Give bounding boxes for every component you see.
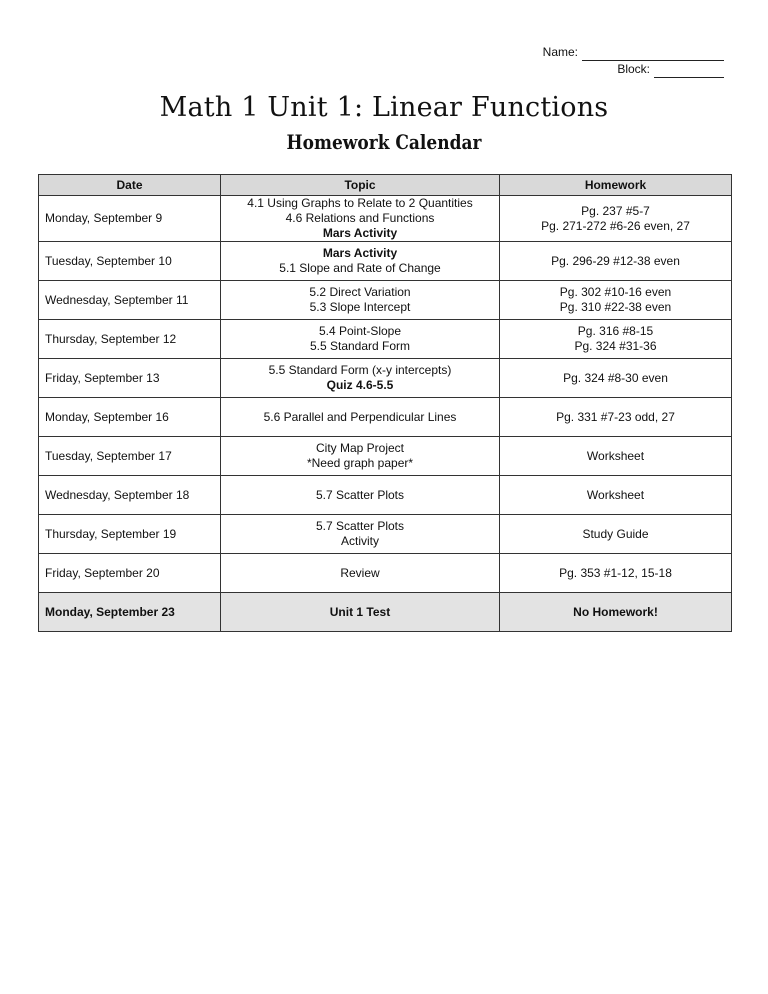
homework-line: No Homework! xyxy=(573,604,658,619)
date-cell: Monday, September 9 xyxy=(39,196,221,242)
name-block xyxy=(543,44,724,78)
homework-line: Pg. 324 #31-36 xyxy=(574,339,657,353)
topic-cell xyxy=(221,320,500,359)
page-subtitle: Homework Calendar xyxy=(286,130,482,154)
topic-line: City Map Project xyxy=(315,441,405,455)
topic-line: 5.2 Direct Variation xyxy=(309,285,411,299)
topic-line: *Need graph paper* xyxy=(306,456,414,470)
table-row xyxy=(39,359,732,398)
date-cell: Tuesday, September 17 xyxy=(39,437,221,476)
homework-cell xyxy=(500,554,732,593)
homework-line: Pg. 296-29 #12-38 even xyxy=(551,253,680,268)
topic-cell xyxy=(221,593,500,632)
homework-cell xyxy=(500,242,732,281)
homework-line: Pg. 353 #1-12, 15-18 xyxy=(559,565,672,580)
homework-line: Pg. 316 #8-15 xyxy=(577,324,654,338)
homework-line: Study Guide xyxy=(582,526,649,541)
topic-line: Mars Activity xyxy=(322,246,398,260)
table-row xyxy=(39,242,732,281)
homework-calendar-table xyxy=(38,174,732,632)
column-header-homework: Homework xyxy=(500,175,732,196)
topic-cell xyxy=(221,242,500,281)
homework-line: Pg. 310 #22-38 even xyxy=(559,300,672,314)
date-cell: Tuesday, September 10 xyxy=(39,242,221,281)
table-row-test-day xyxy=(39,593,732,632)
table-row xyxy=(39,515,732,554)
homework-line: Pg. 331 #7-23 odd, 27 xyxy=(556,409,675,424)
homework-cell xyxy=(500,398,732,437)
column-header-date: Date xyxy=(39,175,221,196)
date-cell: Wednesday, September 18 xyxy=(39,476,221,515)
homework-line: Worksheet xyxy=(586,448,645,463)
name-label: Name: xyxy=(542,45,578,59)
date-cell: Monday, September 23 xyxy=(39,593,221,632)
topic-cell xyxy=(221,476,500,515)
topic-line: Quiz 4.6-5.5 xyxy=(326,378,394,392)
topic-cell xyxy=(221,196,500,242)
homework-cell xyxy=(500,320,732,359)
topic-cell xyxy=(221,554,500,593)
homework-line: Pg. 237 #5-7 xyxy=(581,203,650,218)
homework-cell xyxy=(500,437,732,476)
topic-line: Review xyxy=(340,565,380,580)
block-line xyxy=(543,61,724,78)
topic-line: Mars Activity xyxy=(322,226,398,240)
homework-line: Pg. 271-272 #6-26 even, 27 xyxy=(541,218,690,233)
table-row xyxy=(39,437,732,476)
homework-cell xyxy=(500,281,732,320)
homework-cell xyxy=(500,196,732,242)
topic-line: 5.4 Point-Slope xyxy=(318,324,402,338)
date-cell: Wednesday, September 11 xyxy=(39,281,221,320)
topic-line: 5.3 Slope Intercept xyxy=(309,300,411,314)
homework-line: Worksheet xyxy=(586,487,645,502)
homework-cell xyxy=(500,593,732,632)
topic-cell xyxy=(221,359,500,398)
topic-line: Activity xyxy=(340,534,379,548)
table-row xyxy=(39,476,732,515)
name-line xyxy=(543,44,724,61)
date-cell: Thursday, September 12 xyxy=(39,320,221,359)
topic-line: 4.1 Using Graphs to Relate to 2 Quantities xyxy=(247,196,473,210)
homework-line: Pg. 324 #8-30 even xyxy=(563,370,668,385)
homework-cell xyxy=(500,476,732,515)
date-cell: Friday, September 13 xyxy=(39,359,221,398)
date-cell: Monday, September 16 xyxy=(39,398,221,437)
topic-cell xyxy=(221,281,500,320)
topic-line: 4.6 Relations and Functions xyxy=(285,211,435,225)
page-title: Math 1 Unit 1: Linear Functions xyxy=(159,92,609,123)
topic-cell xyxy=(221,398,500,437)
topic-cell xyxy=(221,437,500,476)
topic-line: 5.6 Parallel and Perpendicular Lines xyxy=(263,409,457,424)
homework-line: Pg. 302 #10-16 even xyxy=(559,285,672,299)
table-header-row xyxy=(39,175,732,196)
date-cell: Friday, September 20 xyxy=(39,554,221,593)
date-cell: Thursday, September 19 xyxy=(39,515,221,554)
table-row xyxy=(39,398,732,437)
table-row xyxy=(39,281,732,320)
homework-cell xyxy=(500,359,732,398)
table-row xyxy=(39,196,732,242)
topic-line: 5.5 Standard Form (x-y intercepts) xyxy=(268,363,452,377)
topic-line: 5.1 Slope and Rate of Change xyxy=(279,261,441,275)
table-row xyxy=(39,320,732,359)
column-header-topic: Topic xyxy=(221,175,500,196)
topic-line: Unit 1 Test xyxy=(329,604,391,619)
topic-line: 5.7 Scatter Plots xyxy=(315,487,405,502)
homework-cell xyxy=(500,515,732,554)
table-row xyxy=(39,554,732,593)
topic-cell xyxy=(221,515,500,554)
topic-line: 5.5 Standard Form xyxy=(309,339,411,353)
topic-line: 5.7 Scatter Plots xyxy=(315,519,405,533)
block-blank[interactable] xyxy=(654,65,724,78)
block-label: Block: xyxy=(617,62,650,76)
name-blank[interactable] xyxy=(582,48,724,61)
